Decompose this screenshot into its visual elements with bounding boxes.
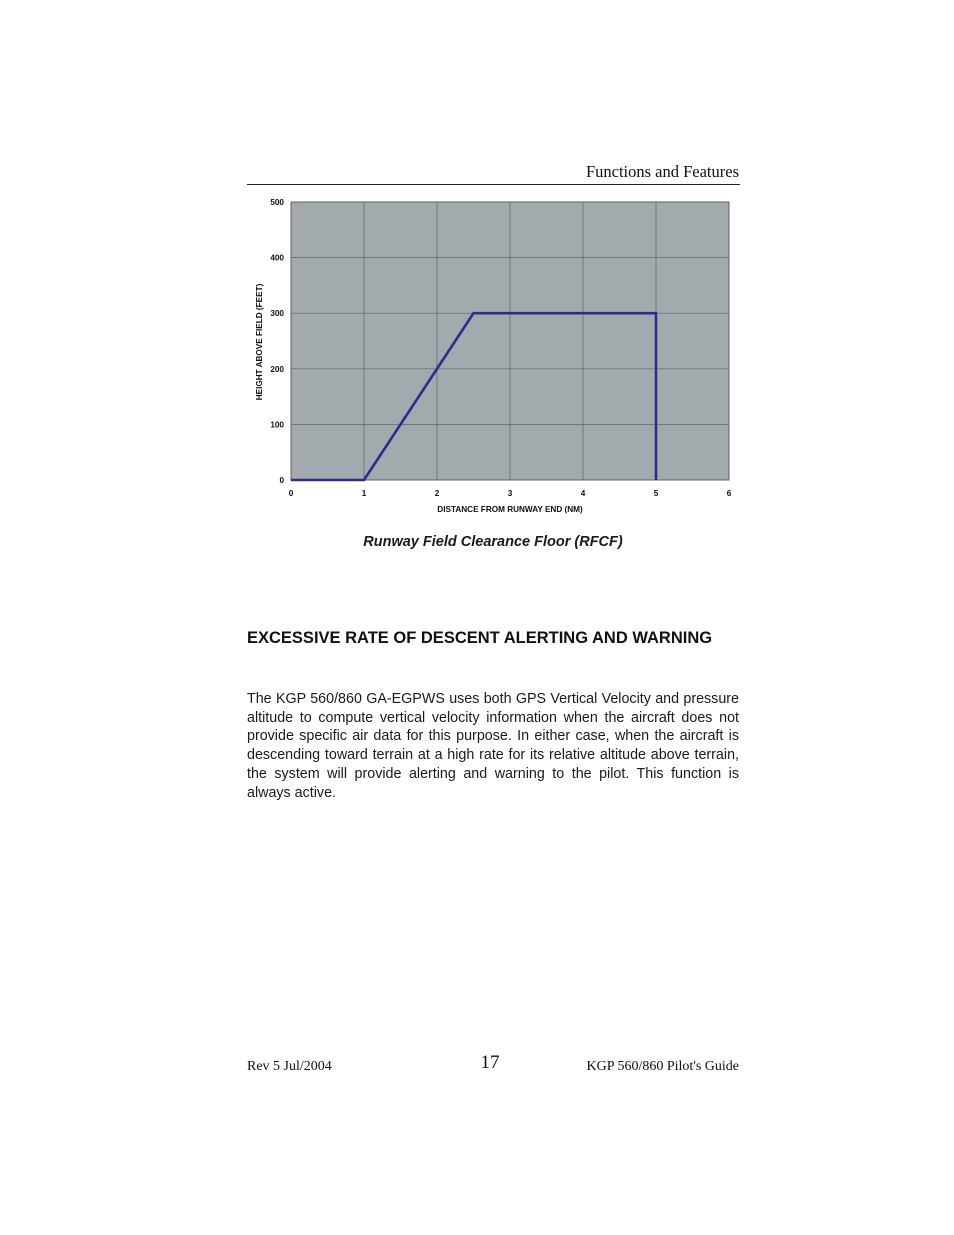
x-tick-label: 5 xyxy=(653,489,659,498)
footer-revision: Rev 5 Jul/2004 xyxy=(247,1059,332,1074)
x-tick-labels xyxy=(289,489,732,498)
y-tick-label: 0 xyxy=(279,476,284,485)
x-tick-label: 1 xyxy=(361,489,367,498)
figure-caption: Runway Field Clearance Floor (RFCF) xyxy=(363,534,623,550)
y-tick-label: 500 xyxy=(270,198,284,207)
section-heading: EXCESSIVE RATE OF DESCENT ALERTING AND WARNING xyxy=(247,629,713,647)
running-head: Functions and Features xyxy=(585,162,739,181)
y-tick-label: 200 xyxy=(270,364,284,374)
x-tick-label: 2 xyxy=(434,489,440,498)
y-tick-label: 400 xyxy=(270,253,284,263)
section-body: The KGP 560/860 GA-EGPWS uses both GPS Vertical Velocity and pressure altitude to compute vertical velocity information when the aircraft does not provide specific air data for this purpose. In either case, when the aircraft is descending toward terrain at a high rate for its relative altitude above terrain, the system will provide alerting and warning to the pilot. This function is always active. xyxy=(247,691,739,801)
y-tick-label: 300 xyxy=(270,309,284,319)
rfcf-chart xyxy=(247,190,747,525)
y-axis-label: HEIGHT ABOVE FIELD (FEET) xyxy=(255,283,264,401)
x-axis-label: DISTANCE FROM RUNWAY END (NM) xyxy=(437,505,583,514)
x-tick-label: 0 xyxy=(288,489,294,498)
x-tick-label: 4 xyxy=(580,489,586,498)
footer-guide-title: KGP 560/860 Pilot's Guide xyxy=(586,1059,739,1074)
page-number: 17 xyxy=(480,1052,500,1073)
x-tick-label: 6 xyxy=(726,489,732,498)
y-tick-labels xyxy=(270,198,284,485)
y-tick-label: 100 xyxy=(270,420,284,430)
x-tick-label: 3 xyxy=(507,489,513,498)
header-rule xyxy=(247,184,740,185)
